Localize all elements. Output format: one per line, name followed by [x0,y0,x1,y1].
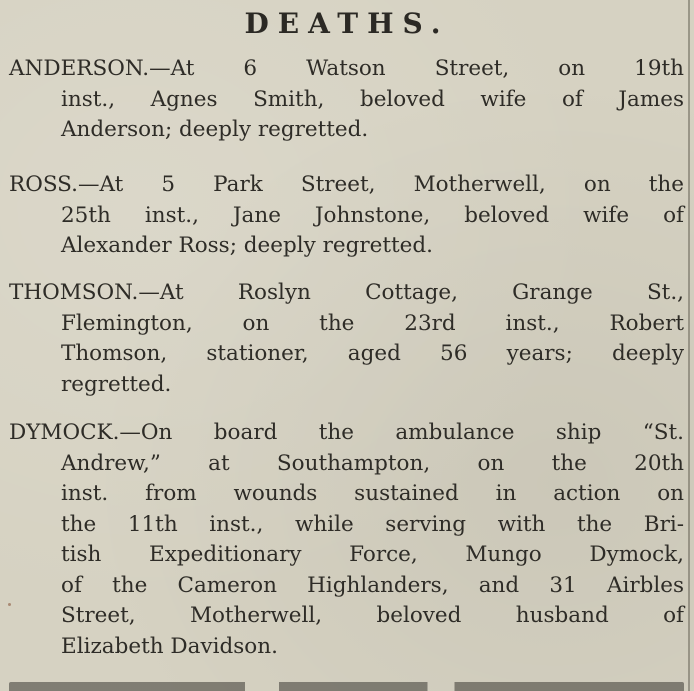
notice-line: tish Expeditionary Force, Mungo Dymock, [61,542,684,567]
notice-line: Street, Motherwell, beloved husband of [61,603,684,628]
notice-line: Anderson; deeply regretted. [61,117,369,142]
paper-speck [8,603,11,606]
notice-line: Flemington, on the 23rd inst., Robert [61,310,684,336]
notice-line: inst. from wounds sustained in action on [61,481,684,506]
notice-line: inst., Agnes Smith, beloved wife of James [61,86,684,112]
notice-line: the 11th inst., while serving with the Bri- [61,511,684,537]
column-rule [688,0,690,691]
notice-line: Thomson, stationer, aged 56 years; deeply [61,341,684,366]
notice-line: Alexander Ross; deeply regretted. [61,233,433,258]
notice-line: Elizabeth Davidson. [61,633,278,659]
notice-line: of the Cameron Highlanders, and 31 Airbles [61,572,684,598]
death-notice-dymock [9,418,684,662]
notice-line: ROSS.—At 5 Park Street, Motherwell, on the [9,172,684,197]
section-heading: DEATHS. [244,7,450,40]
notice-line: Andrew,” at Southampton, on the 20th [61,450,684,476]
death-notice-ross [9,170,684,262]
notice-line: 25th inst., Jane Johnstone, beloved wife of [61,202,684,228]
notice-line: THOMSON.—At Roslyn Cottage, Grange St., [9,280,684,305]
death-notice-thomson [9,278,684,400]
death-notice-anderson [9,54,684,146]
notice-line: DYMOCK.—On board the ambulance ship “St. [9,420,684,445]
notice-line: ANDERSON.—At 6 Watson Street, on 19th [9,56,684,81]
cropped-text-fragment [9,676,684,691]
notice-line: regretted. [61,371,172,397]
